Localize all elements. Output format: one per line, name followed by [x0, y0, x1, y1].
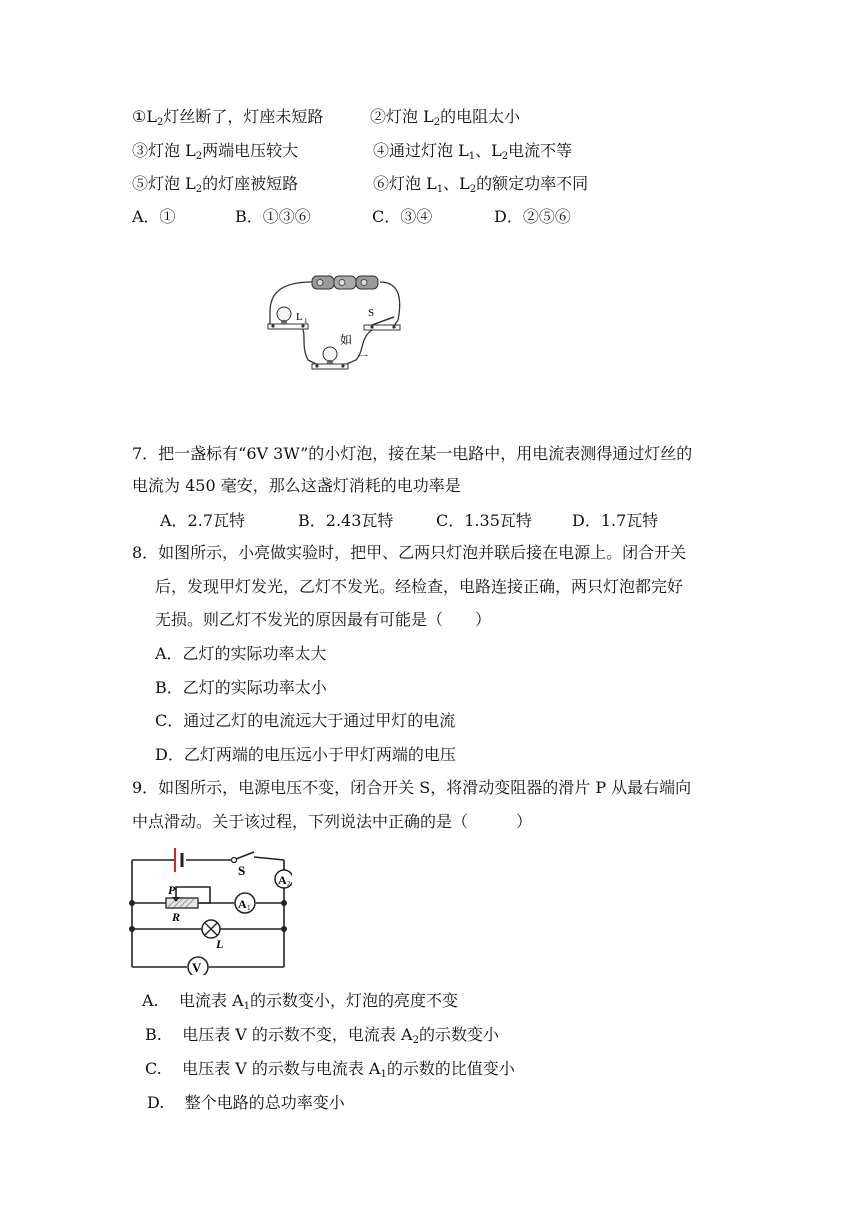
q6-option-1: $①L_2$灯丝断了，灯座未短路	[132, 107, 324, 128]
q9-option-b: B. 电压表 V 的示数不变，电流表 $A_2$的示数变小	[145, 1025, 499, 1046]
q9-option-a: A. 电流表 $A_1$的示数变小，灯泡的亮度不变	[142, 991, 459, 1012]
q7-choice-a: A．2.7瓦特	[160, 511, 246, 530]
q7-choice-d: D．1.7瓦特	[572, 511, 659, 530]
q7-line-1: 7．把一盏标有“6V 3W”的小灯泡，接在某一电路中，用电流表测得通过灯丝的	[132, 444, 693, 463]
label-dash: 一	[358, 352, 368, 363]
label-a2-sub: 2	[287, 880, 291, 888]
q6-circuit-figure	[260, 268, 410, 378]
q8-choice-b: B．乙灯的实际功率太小	[155, 678, 327, 697]
q6-option-5: ⑤灯泡 $L_2$的灯座被短路	[132, 174, 299, 195]
label-p: P	[168, 883, 176, 897]
switch-s-icon	[232, 852, 255, 863]
q6-choice-a: A．①	[132, 207, 176, 226]
label-s: S	[368, 307, 375, 319]
q6-choice-b: B．①③⑥	[235, 207, 311, 226]
label-ru: 如	[340, 333, 353, 347]
label-a1-sub: 1	[247, 904, 251, 912]
q7-line-2: 电流为 450 毫安，那么这盏灯消耗的电功率是	[132, 476, 461, 495]
q8-choice-a: A．乙灯的实际功率太大	[155, 644, 327, 663]
label-a2: A	[278, 873, 287, 887]
q7-choice-b: B．2.43瓦特	[298, 511, 394, 530]
q7-choice-c: C．1.35瓦特	[436, 511, 532, 530]
q9-line-1: 9．如图所示，电源电压不变，闭合开关 S，将滑动变阻器的滑片 P 从最右端向	[132, 778, 692, 797]
lamp-icon	[202, 920, 220, 938]
label-l: L	[216, 937, 224, 951]
lamp-l2-icon	[312, 347, 348, 369]
q9-line-2: 中点滑动。关于该过程，下列说法中正确的是（ ）	[132, 812, 533, 831]
q9-circuit-figure	[128, 845, 292, 975]
label-a1: A	[238, 897, 247, 911]
q6-option-2: ②灯泡 $L_2$的电阻太小	[370, 107, 521, 128]
battery-icon	[175, 848, 182, 872]
q9-option-d: D. 整个电路的总功率变小	[147, 1093, 345, 1112]
q8-line-1: 8．如图所示，小亮做实验时，把甲、乙两只灯泡并联后接在电源上。闭合开关	[132, 543, 687, 562]
q6-option-4: ④通过灯泡 $L_1$、$L_2$电流不等	[373, 141, 573, 162]
label-l1: L	[296, 311, 303, 323]
q6-choice-d: D．②⑤⑥	[494, 207, 571, 226]
rheostat-icon	[166, 897, 198, 908]
label-s: S	[238, 863, 246, 878]
q6-option-6: ⑥灯泡 $L_1$、$L_2$的额定功率不同	[373, 174, 589, 195]
q8-choice-c: C．通过乙灯的电流远大于通过甲灯的电流	[155, 711, 456, 730]
q6-option-3: ③灯泡 $L_2$两端电压较大	[132, 141, 299, 162]
battery-icon	[312, 276, 378, 289]
label-v: V	[192, 960, 202, 975]
q8-line-2: 后，发现甲灯发光，乙灯不发光。经检查，电路连接正确，两只灯泡都完好	[155, 577, 684, 596]
q9-option-c: C. 电压表 V 的示数与电流表 $A_1$的示数的比值变小	[145, 1059, 515, 1080]
q6-choice-c: C．③④	[372, 207, 433, 226]
label-r: R	[172, 910, 181, 924]
label-l1-sub: 1	[304, 317, 308, 325]
q8-choice-d: D．乙灯两端的电压远小于甲灯两端的电压	[155, 745, 456, 764]
q8-line-3: 无损。则乙灯不发光的原因最有可能是（ ）	[155, 610, 492, 629]
